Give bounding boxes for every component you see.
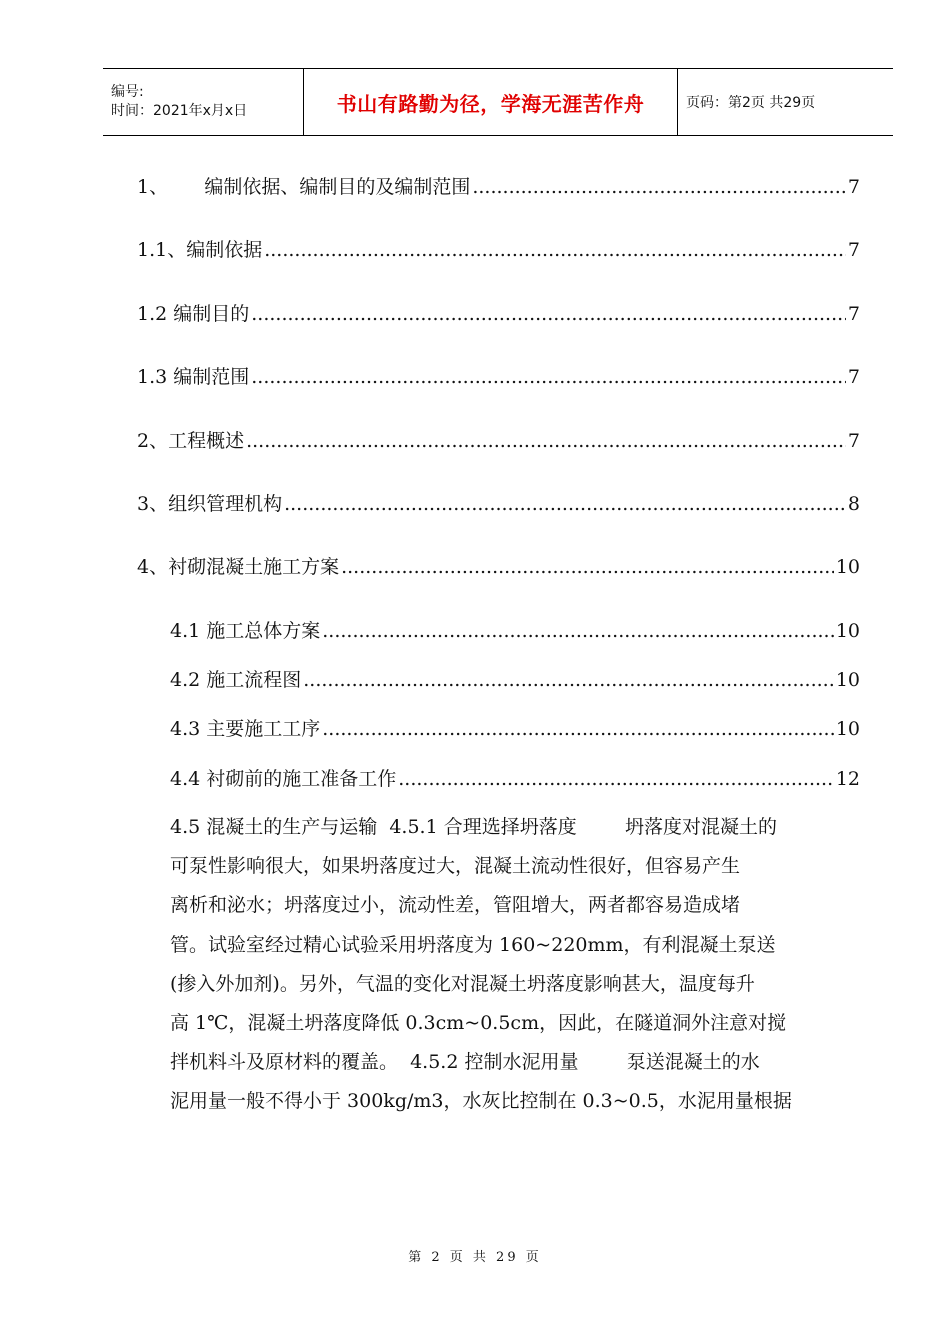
- toc-leader-dots: [322, 620, 834, 642]
- toc-entry-label: 3、组织管理机构: [137, 493, 283, 515]
- header-time-label: 时间：2021年x月x日: [111, 103, 248, 119]
- toc-entry-page: 10: [835, 556, 860, 578]
- body-line: 可泵性影响很大，如果坍落度过大，混凝土流动性很好，但容易产生: [170, 855, 741, 878]
- toc-entry[interactable]: [137, 489, 860, 516]
- header-page-info-cell: [678, 69, 893, 135]
- toc-entry[interactable]: [170, 616, 860, 643]
- body-paragraph: [170, 808, 860, 1122]
- toc-entry[interactable]: [170, 665, 860, 692]
- toc-entry-label: 1.2 编制目的: [137, 303, 250, 325]
- toc-entry-page: 10: [835, 669, 860, 691]
- toc-entry-page: 7: [847, 239, 860, 261]
- toc-entry-label: 1、 编制依据、编制目的及编制范围: [137, 176, 471, 198]
- toc-leader-dots: [322, 718, 834, 740]
- body-line: 离析和泌水；坍落度过小，流动性差，管阻增大，两者都容易造成堵: [170, 894, 741, 917]
- page-header: [103, 68, 893, 136]
- toc-entry[interactable]: [170, 714, 860, 741]
- toc-entry-label: 1.1、编制依据: [137, 239, 263, 261]
- toc-entry[interactable]: [137, 362, 860, 389]
- toc-entry-page: 7: [847, 303, 860, 325]
- toc-entry-page: 12: [835, 768, 860, 790]
- toc-entry[interactable]: [137, 426, 860, 453]
- header-meta: [103, 69, 303, 135]
- toc-leader-dots: [284, 493, 846, 515]
- page-footer: 第 2 页 共 29 页: [408, 1250, 542, 1265]
- toc-entry[interactable]: [137, 552, 860, 579]
- body-line: 泥用量一般不得小于 300kg/m3，水灰比控制在 0.3~0.5，水泥用量根据: [170, 1090, 792, 1113]
- body-line: 管。试验室经过精心试验采用坍落度为 160~220mm，有利混凝土泵送: [170, 933, 776, 956]
- toc-entry-page: 7: [847, 430, 860, 452]
- toc-entry-page: 7: [847, 366, 860, 388]
- toc-entry-label: 4.1 施工总体方案: [170, 620, 321, 642]
- toc-entry-label: 1.3 编制范围: [137, 366, 250, 388]
- body-line: 拌机料斗及原材料的覆盖。 4.5.2 控制水泥用量 泵送混凝土的水: [170, 1051, 760, 1074]
- toc-leader-dots: [398, 768, 834, 790]
- header-motto: 书山有路勤为径，学海无涯苦作舟: [336, 91, 645, 116]
- toc-entry-label: 4.4 衬砌前的施工准备工作: [170, 768, 397, 790]
- toc-entry-page: 7: [847, 176, 860, 198]
- toc-entry[interactable]: [170, 764, 860, 791]
- toc-entry-page: 8: [847, 493, 860, 515]
- toc-leader-dots: [264, 239, 846, 261]
- toc-entry-label: 4.3 主要施工工序: [170, 718, 321, 740]
- toc-entry[interactable]: [137, 299, 860, 326]
- toc-entry-label: 4、衬砌混凝土施工方案: [137, 556, 340, 578]
- header-page-info: 页码：第2页 共29页: [686, 95, 816, 111]
- toc-leader-dots: [341, 556, 834, 578]
- body-line: 4.5 混凝土的生产与运输 4.5.1 合理选择坍落度 坍落度对混凝土的: [170, 816, 778, 838]
- toc-leader-dots: [251, 303, 846, 325]
- body-line: 高 1℃，混凝土坍落度降低 0.3cm~0.5cm，因此，在隧道洞外注意对搅: [170, 1012, 787, 1035]
- toc-leader-dots: [303, 669, 834, 691]
- toc-entry-page: 10: [835, 620, 860, 642]
- toc-entry-label: 4.2 施工流程图: [170, 669, 302, 691]
- toc-leader-dots: [251, 366, 846, 388]
- toc-entry[interactable]: [137, 172, 860, 199]
- header-motto-cell: [303, 69, 678, 135]
- toc-leader-dots: [472, 176, 846, 198]
- toc-leader-dots: [246, 430, 846, 452]
- toc-entry[interactable]: [137, 235, 860, 262]
- header-number-label: 编号:: [111, 84, 144, 100]
- toc-entry-label: 2、工程概述: [137, 430, 245, 452]
- toc-entry-page: 10: [835, 718, 860, 740]
- body-line: (掺入外加剂)。另外，气温的变化对混凝土坍落度影响甚大，温度每升: [170, 972, 755, 995]
